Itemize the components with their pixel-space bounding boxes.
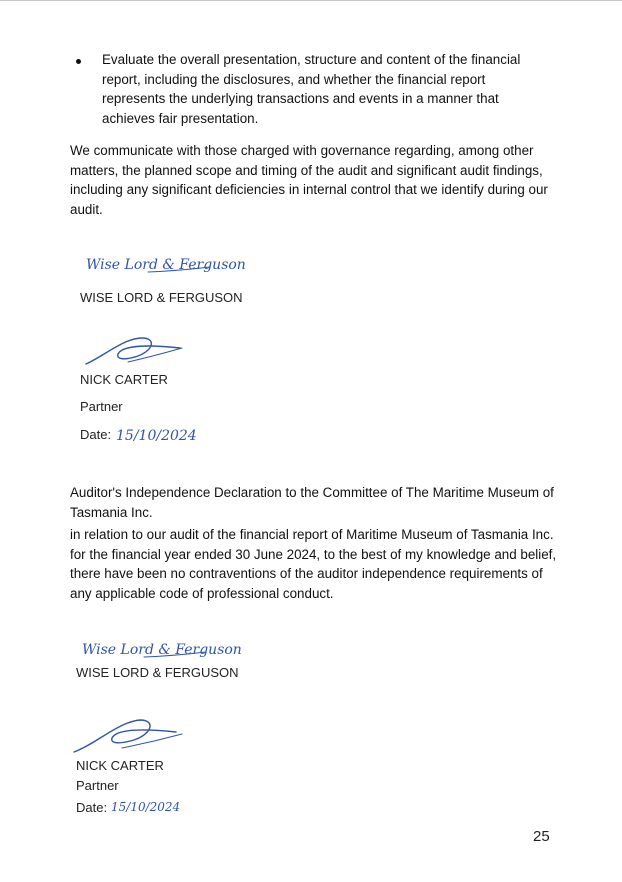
handwritten-date-1 [116,420,206,450]
date-label-2: Date: [76,800,108,815]
partner-role-2: Partner [76,778,119,793]
svg-text:15/10/2024: 15/10/2024 [116,428,197,444]
partner-name-2: NICK CARTER [76,758,164,773]
firm-signature-2 [82,635,242,665]
partner-name-1: NICK CARTER [80,372,168,387]
firm-signature-1 [86,250,246,280]
governance-paragraph: We communicate with those charged with governance regarding, among other matters, the planned scope and timing of the audit and significant audit findings, including any significant deficiencies in internal control that we identify during our audit. [70,143,548,217]
partner-signature-2 [72,714,192,758]
handwritten-date-2 [111,793,201,823]
partner-role-1: Partner [80,399,123,414]
partner-signature-1 [84,332,194,372]
firm-name-1: WISE LORD & FERGUSON [80,290,243,305]
svg-text:Wise Lord & Ferguson: Wise Lord & Ferguson [82,642,242,658]
bullet-icon [76,59,81,64]
declaration-body: in relation to our audit of the financial report of Maritime Museum of Tasmania Inc. for the financial year ended 30 June 2024, to the best of my knowledge and belief, there have been no contraventions of the auditor independence requirements of any applicable code of professional conduct. [70,527,557,601]
date-label-1: Date: [80,427,112,442]
svg-text:Wise Lord & Ferguson: Wise Lord & Ferguson [86,257,246,273]
bullet-text: Evaluate the overall presentation, structure and content of the financial report, including the disclosures, and whether the financial report represents the underlying transactions and events in a manner that achieves fair presentation. [102,52,521,126]
page-top-border [0,0,622,1]
declaration-title: Auditor's Independence Declaration to the Committee of The Maritime Museum of Tasmania Inc. [70,485,554,520]
page-number: 25 [533,828,550,845]
svg-text:15/10/2024: 15/10/2024 [111,800,181,814]
firm-name-2: WISE LORD & FERGUSON [76,665,239,680]
